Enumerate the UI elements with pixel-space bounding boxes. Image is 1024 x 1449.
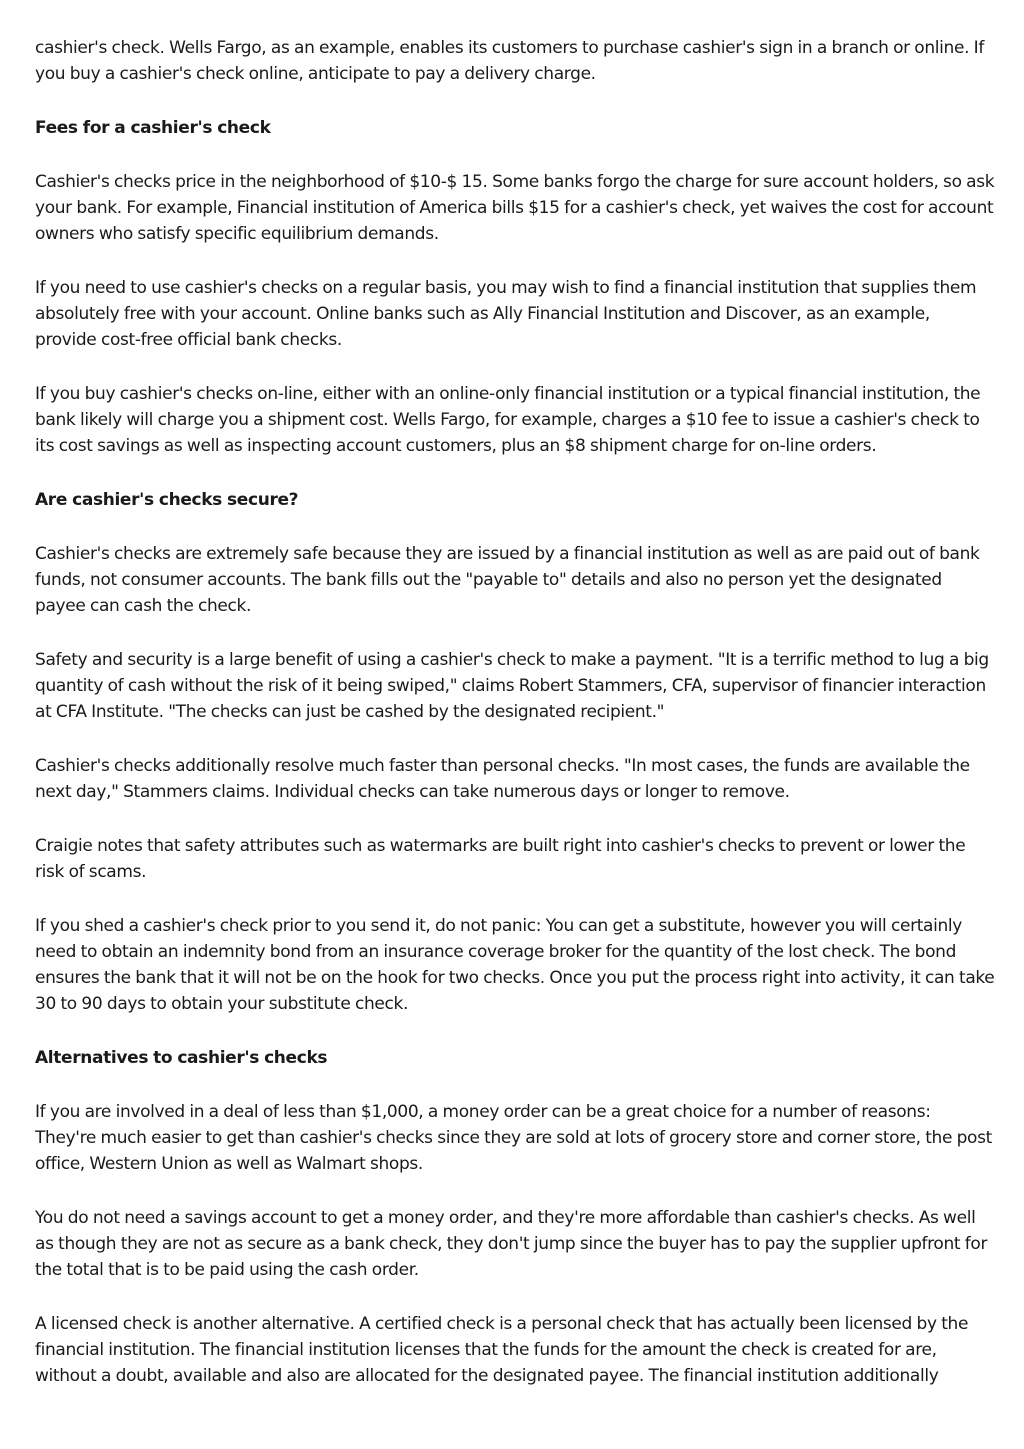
paragraph: A licensed check is another alternative. A certified check is a personal check that has actually been licensed by the financial institution. The financial institution licenses that the funds for the amount the check is created for are, without a doubt, available and also are allocated for the designated payee. The financial institution additionally bbox=[35, 1314, 969, 1386]
document-page bbox=[35, 35, 995, 1417]
paragraph: You do not need a savings account to get a money order, and they're more affordable than cashier's checks. As well as though they are not as secure as a bank check, they don't jump since the buyer has to pay the supplier upfront for the total that is to be paid using the cash order. bbox=[35, 1208, 988, 1280]
paragraph: If you shed a cashier's check prior to you send it, do not panic: You can get a substitute, however you will certainly need to obtain an indemnity bond from an insurance coverage broker for the quantity of the lost check. The bond ensures the bank that it will not be on the hook for two checks. Once you put the process right into activity, it can take 30 to 90 days to obtain your substitute check. bbox=[35, 916, 995, 1014]
paragraph: Safety and security is a large benefit of using a cashier's check to make a payment. "It is a terrific method to lug a big quantity of cash without the risk of it being swiped," claims Robert Stammers, CFA, supervisor of financier interaction at CFA Institute. "The checks can just be cashed by the designated recipient." bbox=[35, 650, 989, 722]
paragraph: Craigie notes that safety attributes such as watermarks are built right into cashier's checks to prevent or lower the risk of scams. bbox=[35, 836, 966, 882]
section-heading-alternatives: Alternatives to cashier's checks bbox=[35, 1048, 328, 1068]
paragraph: If you need to use cashier's checks on a regular basis, you may wish to find a financial institution that supplies them absolutely free with your account. Online banks such as Ally Financial Institution and Discover, as an example, provide cost-free official bank checks. bbox=[35, 278, 977, 350]
paragraph: If you buy cashier's checks on-line, either with an online-only financial institution or a typical financial institution, the bank likely will charge you a shipment cost. Wells Fargo, for example, charges a $10 fee to issue a cashier's check to its cost savings as well as inspecting account customers, plus an $8 shipment charge for on-line orders. bbox=[35, 384, 981, 456]
section-heading-security: Are cashier's checks secure? bbox=[35, 490, 299, 510]
paragraph: If you are involved in a deal of less than $1,000, a money order can be a great choice for a number of reasons: They're much easier to get than cashier's checks since they are sold at lots of grocery store and corner store, the post office, Western Union as well as Walmart shops. bbox=[35, 1102, 992, 1174]
paragraph: Cashier's checks price in the neighborhood of $10-$ 15. Some banks forgo the charge for sure account holders, so ask your bank. For example, Financial institution of America bills $15 for a cashier's check, yet waives the cost for account owners who satisfy specific equilibrium demands. bbox=[35, 172, 995, 244]
section-heading-fees: Fees for a cashier's check bbox=[35, 118, 271, 138]
paragraph: Cashier's checks additionally resolve much faster than personal checks. "In most cases, the funds are available the next day," Stammers claims. Individual checks can take numerous days or longer to remove. bbox=[35, 756, 970, 802]
paragraph: Cashier's checks are extremely safe because they are issued by a financial institution as well as are paid out of bank funds, not consumer accounts. The bank fills out the "payable to" details and also no person yet the designated payee can cash the check. bbox=[35, 544, 980, 616]
paragraph: cashier's check. Wells Fargo, as an example, enables its customers to purchase cashier's sign in a branch or online. If you buy a cashier's check online, anticipate to pay a delivery charge. bbox=[35, 38, 984, 84]
